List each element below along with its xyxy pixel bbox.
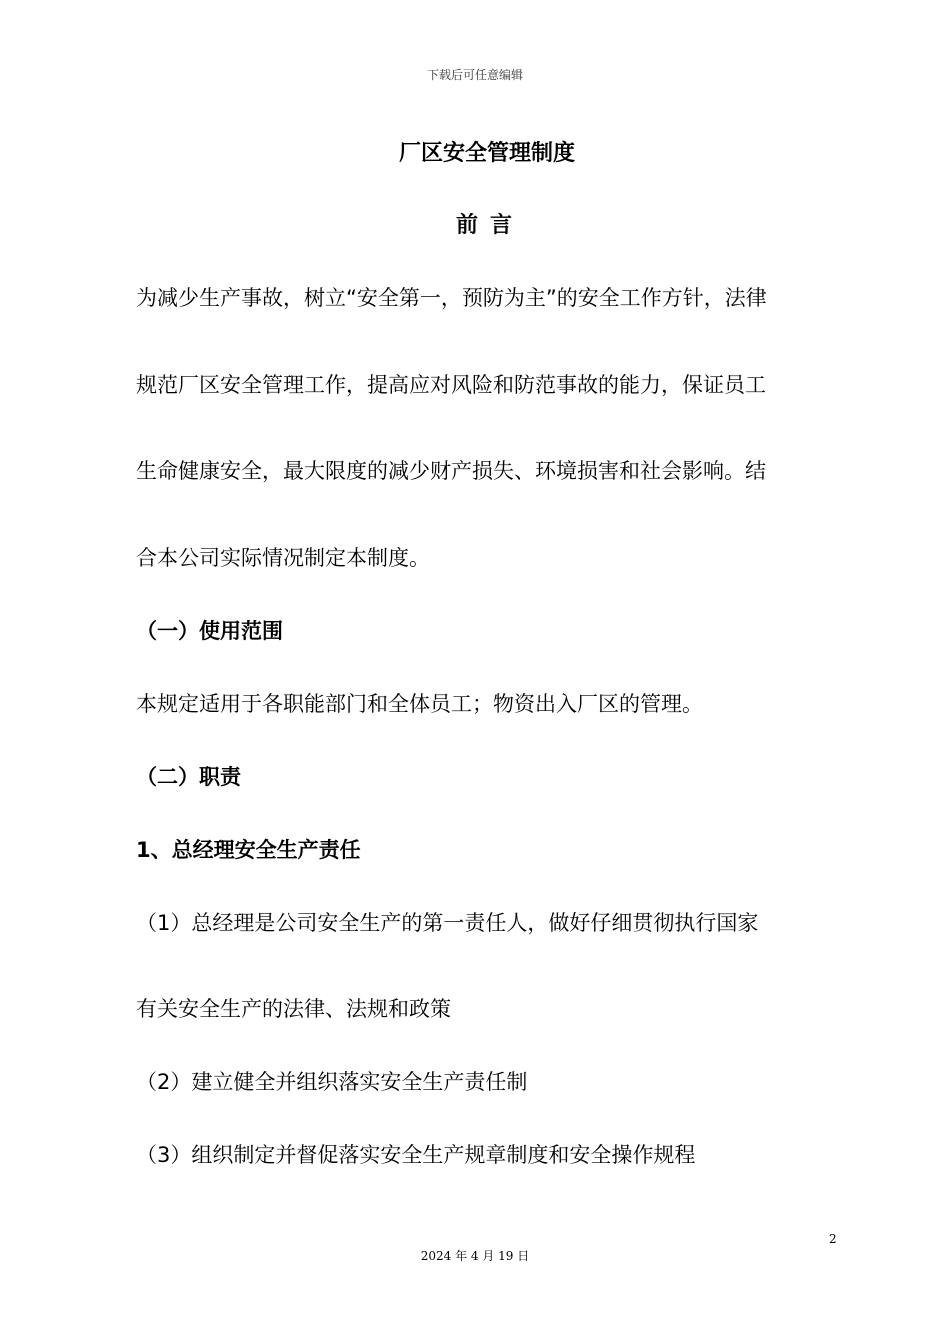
list-item: （2）建立健全并组织落实安全生产责任制 [136, 1070, 528, 1094]
list-item: （1）总经理是公司安全生产的第一责任人，做好仔细贯彻执行国家 [136, 911, 759, 935]
section-heading-duties: （二）职责 [136, 765, 241, 789]
header-note: 下载后可任意编辑 [426, 68, 523, 82]
document-subtitle: 前言 [455, 213, 524, 238]
list-item-continuation: 有关安全生产的法律、法规和政策 [136, 997, 451, 1021]
footer-date: 2024 年 4 月 19 日 [420, 1249, 530, 1263]
subsection-heading-gm: 1、总经理安全生产责任 [136, 838, 361, 862]
preface-line: 生命健康安全，最大限度的减少财产损失、环境损害和社会影响。结 [136, 459, 766, 483]
preface-line: 为减少生产事故，树立“安全第一，预防为主”的安全工作方针，法律 [136, 286, 767, 310]
page-number: 2 [829, 1232, 837, 1246]
section-scope-text: 本规定适用于各职能部门和全体员工；物资出入厂区的管理。 [136, 692, 703, 716]
preface-line: 合本公司实际情况制定本制度。 [136, 546, 430, 570]
document-title: 厂区安全管理制度 [398, 141, 575, 166]
section-heading-scope: （一）使用范围 [136, 619, 283, 643]
list-item: （3）组织制定并督促落实安全生产规章制度和安全操作规程 [136, 1143, 696, 1167]
preface-line: 规范厂区安全管理工作，提高应对风险和防范事故的能力，保证员工 [136, 373, 766, 397]
